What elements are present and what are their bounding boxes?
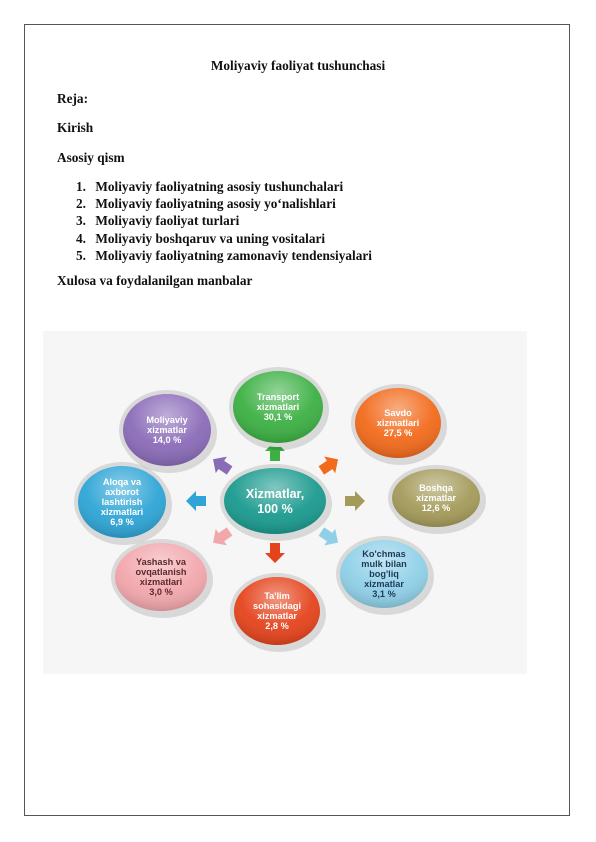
bubble-label: xizmatlar [416, 493, 456, 503]
bubble-label: Yashash va [135, 557, 187, 567]
bubble-label: 3,0 % [149, 587, 173, 597]
bubble-label: xizmatlari [256, 402, 300, 412]
bubble-label: 27,5 % [383, 428, 413, 438]
arrow-yashash [207, 523, 235, 551]
plan-list [76, 178, 372, 264]
bubble-talim [230, 573, 326, 652]
conclusion-heading: Xulosa va foydalanilgan manbalar [57, 273, 253, 288]
bubble-label: xizmatlar [257, 611, 297, 621]
center-bubble [220, 464, 332, 541]
bubble-label: Transport [256, 392, 300, 402]
bubble-label: xizmatlari [376, 418, 420, 428]
plan-item: 4. Moliyaviy boshqaruv va uning vositalari [76, 230, 326, 246]
bubble-label: Savdo [384, 408, 412, 418]
bubble-transport [229, 367, 329, 450]
plan-item: 1. Moliyaviy faoliyatning asosiy tushunchalari [76, 179, 344, 194]
bubble-label: Ko'chmas [362, 549, 406, 559]
bubble-savdo [351, 384, 447, 465]
bubble-label: 14,0 % [152, 435, 182, 445]
document-title: Moliyaviy faoliyat tushunchasi [210, 58, 386, 73]
arrow-talim [265, 543, 285, 563]
center-label: Xizmatlar, [245, 487, 305, 501]
main-part-heading: Asosiy qism [57, 150, 125, 165]
bubble-label: axborot [105, 487, 139, 497]
bubble-label: 3,1 % [372, 589, 396, 599]
bubble-label: 2,8 % [265, 621, 289, 631]
services-diagram-svg [43, 331, 527, 674]
bubble-label: Aloqa va [102, 477, 142, 487]
plan-item: 5. Moliyaviy faoliyatning zamonaviy tendensiyalari [76, 247, 372, 263]
bubble-label: 6,9 % [110, 517, 134, 527]
arrow-moliyaviy [207, 451, 235, 479]
bubble-label: ovqatlanish [135, 567, 187, 577]
bubble-label: Boshqa [419, 483, 453, 493]
bubble-label: Ta'lim [264, 591, 290, 601]
arrow-kochmas [316, 523, 344, 551]
bubble-label: 30,1 % [263, 412, 293, 422]
bubble-label: 12,6 % [421, 503, 451, 513]
bubble-label: sohasidagi [253, 601, 301, 611]
bubble-label: xizmatlar [147, 425, 187, 435]
bubble-boshqa [388, 465, 486, 534]
bubble-label: xizmatlari [100, 507, 144, 517]
plan-label: Reja: [57, 91, 89, 106]
bubble-label: xizmatlari [139, 577, 183, 587]
bubble-label: lashtirish [101, 497, 143, 507]
bubble-label: Moliyaviy [146, 415, 188, 425]
arrow-aloqa [186, 491, 206, 511]
plan-item: 3. Moliyaviy faoliyat turlari [76, 213, 240, 229]
bubble-label: xizmatlar [364, 579, 404, 589]
bubble-gloss [224, 468, 326, 534]
arrow-boshqa [345, 491, 365, 511]
bubble-label: mulk bilan [361, 559, 407, 569]
arrow-savdo [316, 451, 344, 479]
intro-heading: Kirish [57, 120, 94, 135]
bubble-kochmas [336, 536, 434, 615]
center-label: 100 % [257, 502, 293, 516]
services-diagram [43, 331, 527, 674]
bubble-yashash [111, 539, 213, 618]
bubble-moliyaviy [119, 390, 217, 473]
bubble-aloqa [74, 462, 172, 545]
plan-item: 2. Moliyaviy faoliyatning asosiy yo‘nalishlari [76, 196, 336, 212]
bubble-label: bog'liq [369, 569, 399, 579]
